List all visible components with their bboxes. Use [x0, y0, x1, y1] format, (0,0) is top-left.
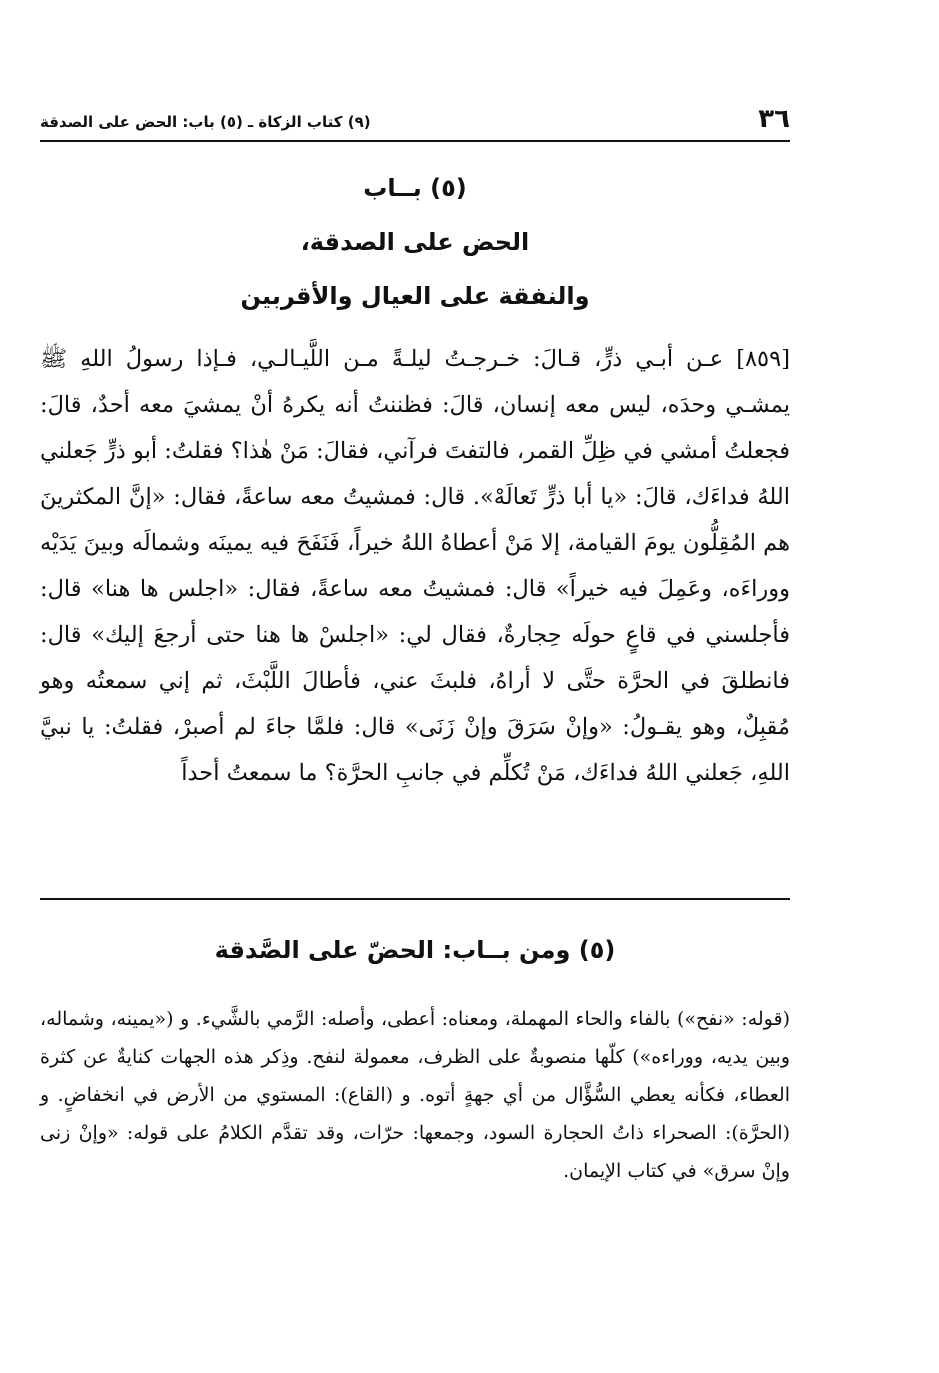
hadith-number: [٨٥٩] [736, 346, 791, 372]
chapter-title-line-2: والنفقة على العيال والأقربين [240, 282, 590, 310]
commentary-divider [40, 898, 790, 900]
hadith-text: عـن أبـي ذرٍّ، قـالَ: خـرجـتُ ليلـةً مـن اللَّيـالـي، فـإذا رسولُ اللهِ ﷺ يمشـي وحدَه، ليس معه إنسان، قالَ: فظننتُ أنه يكرهُ أنْ يمشيَ معه أحدٌ، قالَ: فجعلتُ أمشي في ظِلِّ القمر، فالتفتَ فرآني، فقالَ: مَنْ هٰذا؟ فقلتُ: أبو ذرٍّ جَعلني اللهُ فداءَك، قالَ: «يا أبا ذرٍّ تَعالَهْ». قال: فمشيتُ معه ساعةً، فقال: «إنَّ المكثرينَ هم المُقِلُّون يومَ القيامة، إلا مَنْ أعطاهُ اللهُ خيراً، فَنَفَحَ فيه يمينَه وشمالَه وبينَ يَدَيْه ووراءَه، وعَمِلَ فيه خيراً» قال: فمشيتُ معه ساعةً، فقال: «اجلس ها هنا» قال: فأجلسني في قاعٍ حولَه حِجارةٌ، فقال لي: «اجلسْ ها هنا حتى أرجعَ إليك» قال: فانطلقَ في الحرَّة حتَّى لا أراهُ، فلبثَ عني، فأطالَ اللَّبْثَ، ثم إني سمعتُه وهو مُقبِلٌ، وهو يقـولُ: «وإنْ سَرَقَ وإنْ زَنَى» قال: فلمَّا جاءَ لم أصبرْ، فقلتُ: يا نبيَّ اللهِ، جَعلني اللهُ فداءَك، مَنْ تُكلِّم في جانبِ الحرَّة؟ ما سمعتُ أحداً [40, 346, 790, 786]
header-divider [40, 140, 790, 142]
hadith-text-block [40, 336, 790, 796]
commentary-heading: (٥) ومن بــاب: الحضّ على الصَّدقة [214, 936, 616, 964]
page-number: ٣٦ [758, 104, 790, 134]
chapter-title-line-1: الحض على الصدقة، [300, 228, 530, 256]
running-head-title: (٩) كتاب الزكاة ـ (٥) باب: الحض على الصدقة [40, 113, 371, 131]
chapter-label: (٥) بــاب [363, 174, 467, 202]
commentary-text: (قوله: «نفح») بالفاء والحاء المهملة، ومعناه: أعطى، وأصله: الرَّمي بالشَّيء. و («يمينه، وشماله، وبين يديه، ووراءه») كلّها منصوبةٌ على الظرف، معمولة لنفح. وذِكر هذه الجهات كنايةٌ عن كثرة العطاء، فكأنه يعطي السُّؤَّال من أي جهةٍ أتوه. و (القاع): المستوي من الأرض في انخفاضٍ. و (الحرَّة): الصحراء ذاتُ الحجارة السود، وجمعها: حرّات، وقد تقدَّم الكلامُ على قوله: «وإنْ زنى وإنْ سرق» في كتاب الإيمان. [40, 1008, 790, 1182]
running-head [40, 96, 790, 136]
